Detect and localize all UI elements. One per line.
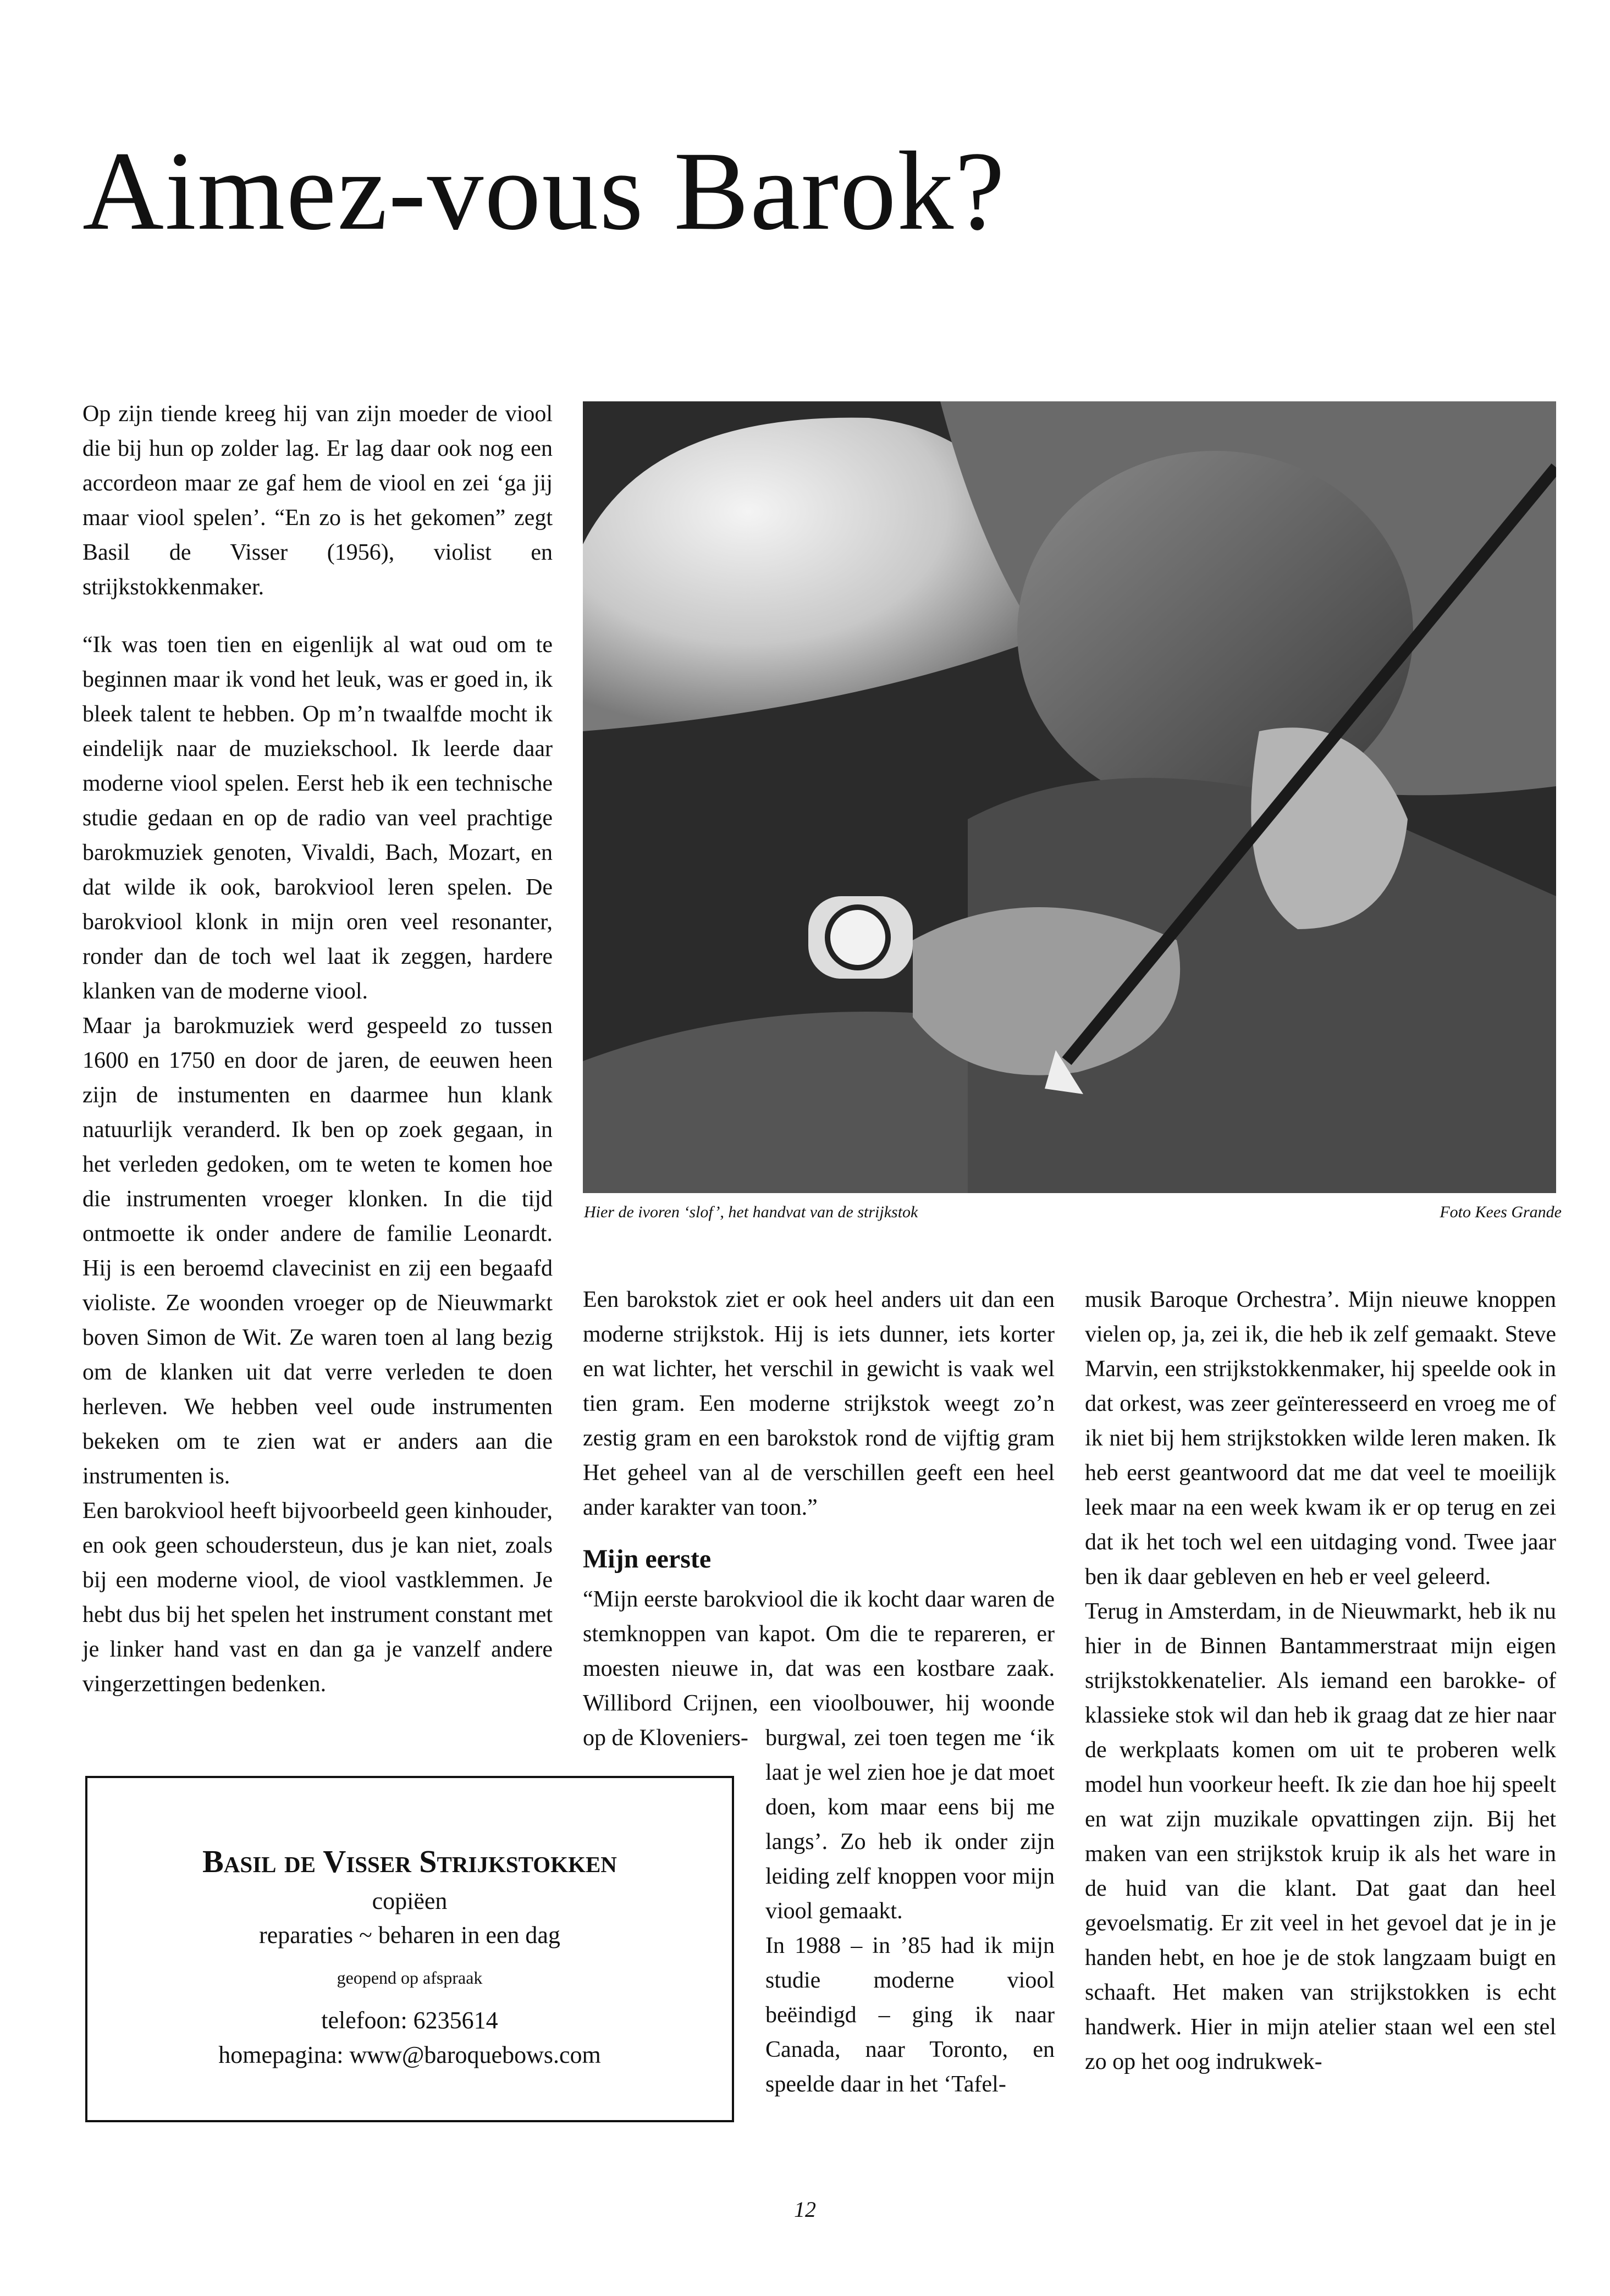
paragraph: In 1988 – in ’85 had ik mijn studie moderne viool beëindigd – ging ik naar Canada, naar Toronto, en speelde daar in het ‘Tafel- <box>765 1933 1055 2097</box>
page-number: 12 <box>794 2197 816 2222</box>
photo-illustration <box>583 401 1556 1193</box>
article-column-2-top <box>583 1283 1055 1525</box>
ad-line-hours: geopend op afspraak <box>337 1968 483 1988</box>
article-column-2-narrow <box>765 1721 1055 2102</box>
paragraph: Op zijn tiende kreeg hij van zijn moeder de viool die bij hun op zolder lag. Er lag daar ook nog een accordeon maar ze gaf hem de viool en zei ‘ga jij maar viool spelen’. “En zo is het gekomen” zegt Basil de Visser (1956), violist en strijkstokkenmaker. <box>82 401 553 600</box>
paragraph: “Ik was toen tien en eigenlijk al wat oud om te beginnen maar ik vond het leuk, was er goed in, ik bleek talent te hebben. Op m’n twaalfde mocht ik eindelijk naar de muziekschool. Ik leerde daar moderne viool spelen. Eerst heb ik een technische studie gedaan en op de radio van veel prachtige barokmuziek genoten, Vivaldi, Bach, Mozart, en dat wilde ik ook, barokviool leren spelen. De barokviool klonk in mijn oren veel resonanter, ronder dan de toch wel laat ik zeggen, hardere klanken van de moderne viool. <box>82 632 553 1004</box>
ad-line-copies: copiëen <box>372 1887 448 1914</box>
paragraph: Maar ja barokmuziek werd gespeeld zo tussen 1600 en 1750 en door de jaren, de eeuwen heen zijn de instumenten en daarmee hun klank natuurlijk veranderd. Ik ben op zoek gegaan, in het verleden gedoken, om te weten te komen hoe die instrumenten vroeger klonken. In die tijd ontmoette ik onder andere de familie Leonardt. Hij is een beroemd clavecinist en zij een begaafd violiste. Ze woonden vroeger op de Nieuwmarkt boven Simon de Wit. Ze waren toen al lang bezig om de klanken uit dat verre verleden te doen herleven. We hebben veel oude instrumenten bekeken om te zien wat er anders aan die instrumenten is. <box>82 1013 553 1489</box>
ad-phone: telefoon: 6235614 <box>321 2007 498 2034</box>
photo-bow-maker <box>583 401 1556 1193</box>
photo-credit: Foto Kees Grande <box>1440 1203 1562 1221</box>
ad-business-name: Basil de Visser Strijkstokken <box>202 1844 617 1879</box>
article-column-3 <box>1085 1283 1556 2079</box>
ad-line-repairs: reparaties ~ beharen in een dag <box>259 1922 560 1949</box>
paragraph: Een barokstok ziet er ook heel anders uit dan een moderne strijkstok. Hij is iets dunner, iets korter en wat lichter, het verschil in gewicht is vaak wel tien gram. Een moderne strijkstok weegt zo’n zestig gram en een barokstok rond de vijftig gram Het geheel van al de verschillen geeft een heel ander karakter van toon.” <box>583 1287 1055 1520</box>
section-heading: Mijn eerste <box>583 1544 712 1574</box>
paragraph: Terug in Amsterdam, in de Nieuwmarkt, heb ik nu hier in de Binnen Bantammerstraat mijn eigen strijkstokkenatelier. Als iemand een barokke- of klassieke stok wil dan heb ik graag dat ze hier naar de werkplaats komen om uit te proberen welk model hun voorkeur heeft. Ik zie dan hoe hij speelt en wat zijn muzikale opvattingen zijn. Bij het maken van een strijkstok kruip ik als het ware in de huid van die klant. Dat gaat dan heel gevoelsmatig. Er zit veel in het gevoel dat je in je handen hebt, en hoe je de stok langzaam buigt en schaaft. Het maken van strijkstokken is echt handwerk. Hier in mijn atelier staan wel een stel zo op het oog indrukwek- <box>1085 1599 1556 2074</box>
advertisement-box <box>85 1776 734 2122</box>
paragraph: burgwal, zei toen tegen me ‘ik laat je wel zien hoe je dat moet doen, kom maar eens bij me langs’. Zo heb ik onder zijn leiding zelf knoppen voor mijn viool gemaakt. <box>765 1725 1055 1924</box>
paragraph: Een barokviool heeft bijvoorbeeld geen kinhouder, en ook geen schoudersteun, dus je kan niet, zoals bij een moderne viool, de viool vastklemmen. Je hebt dus bij het spelen het instrument constant met je linker hand vast en dan ga je vanzelf andere vingerzettingen bedenken. <box>82 1498 553 1697</box>
paragraph: musik Baroque Orchestra’. Mijn nieuwe knoppen vielen op, ja, zei ik, die heb ik zelf gemaakt. Steve Marvin, een strijkstokkenmaker, hij speelde ook in dat orkest, was zeer geïnteresseerd en vroeg me of ik niet bij hem strijkstokken wilde leren maken. Ik heb eerst geantwoord dat me dat veel te moeilijk leek maar na een week kwam ik er op terug en zei dat ik het toch wel een uitdaging vond. Twee jaar ben ik daar gebleven en heb er veel geleerd. <box>1085 1287 1556 1589</box>
photo-caption: Hier de ivoren ‘slof’, het handvat van de strijkstok <box>584 1203 918 1221</box>
paragraph: “Mijn eerste barokviool die ik kocht daar waren de stemknoppen van kapot. Om die te repareren, er moesten nieuwe in, dat was een kostbare zaak. Willibord Crijnen, een vioolbouwer, hij woonde op de Kloveniers- <box>583 1587 1055 1751</box>
ad-website: homepagina: www@baroquebows.com <box>218 2041 601 2068</box>
page-title: Aimez-vous Barok? <box>82 129 1006 253</box>
article-column-1 <box>82 397 553 1702</box>
